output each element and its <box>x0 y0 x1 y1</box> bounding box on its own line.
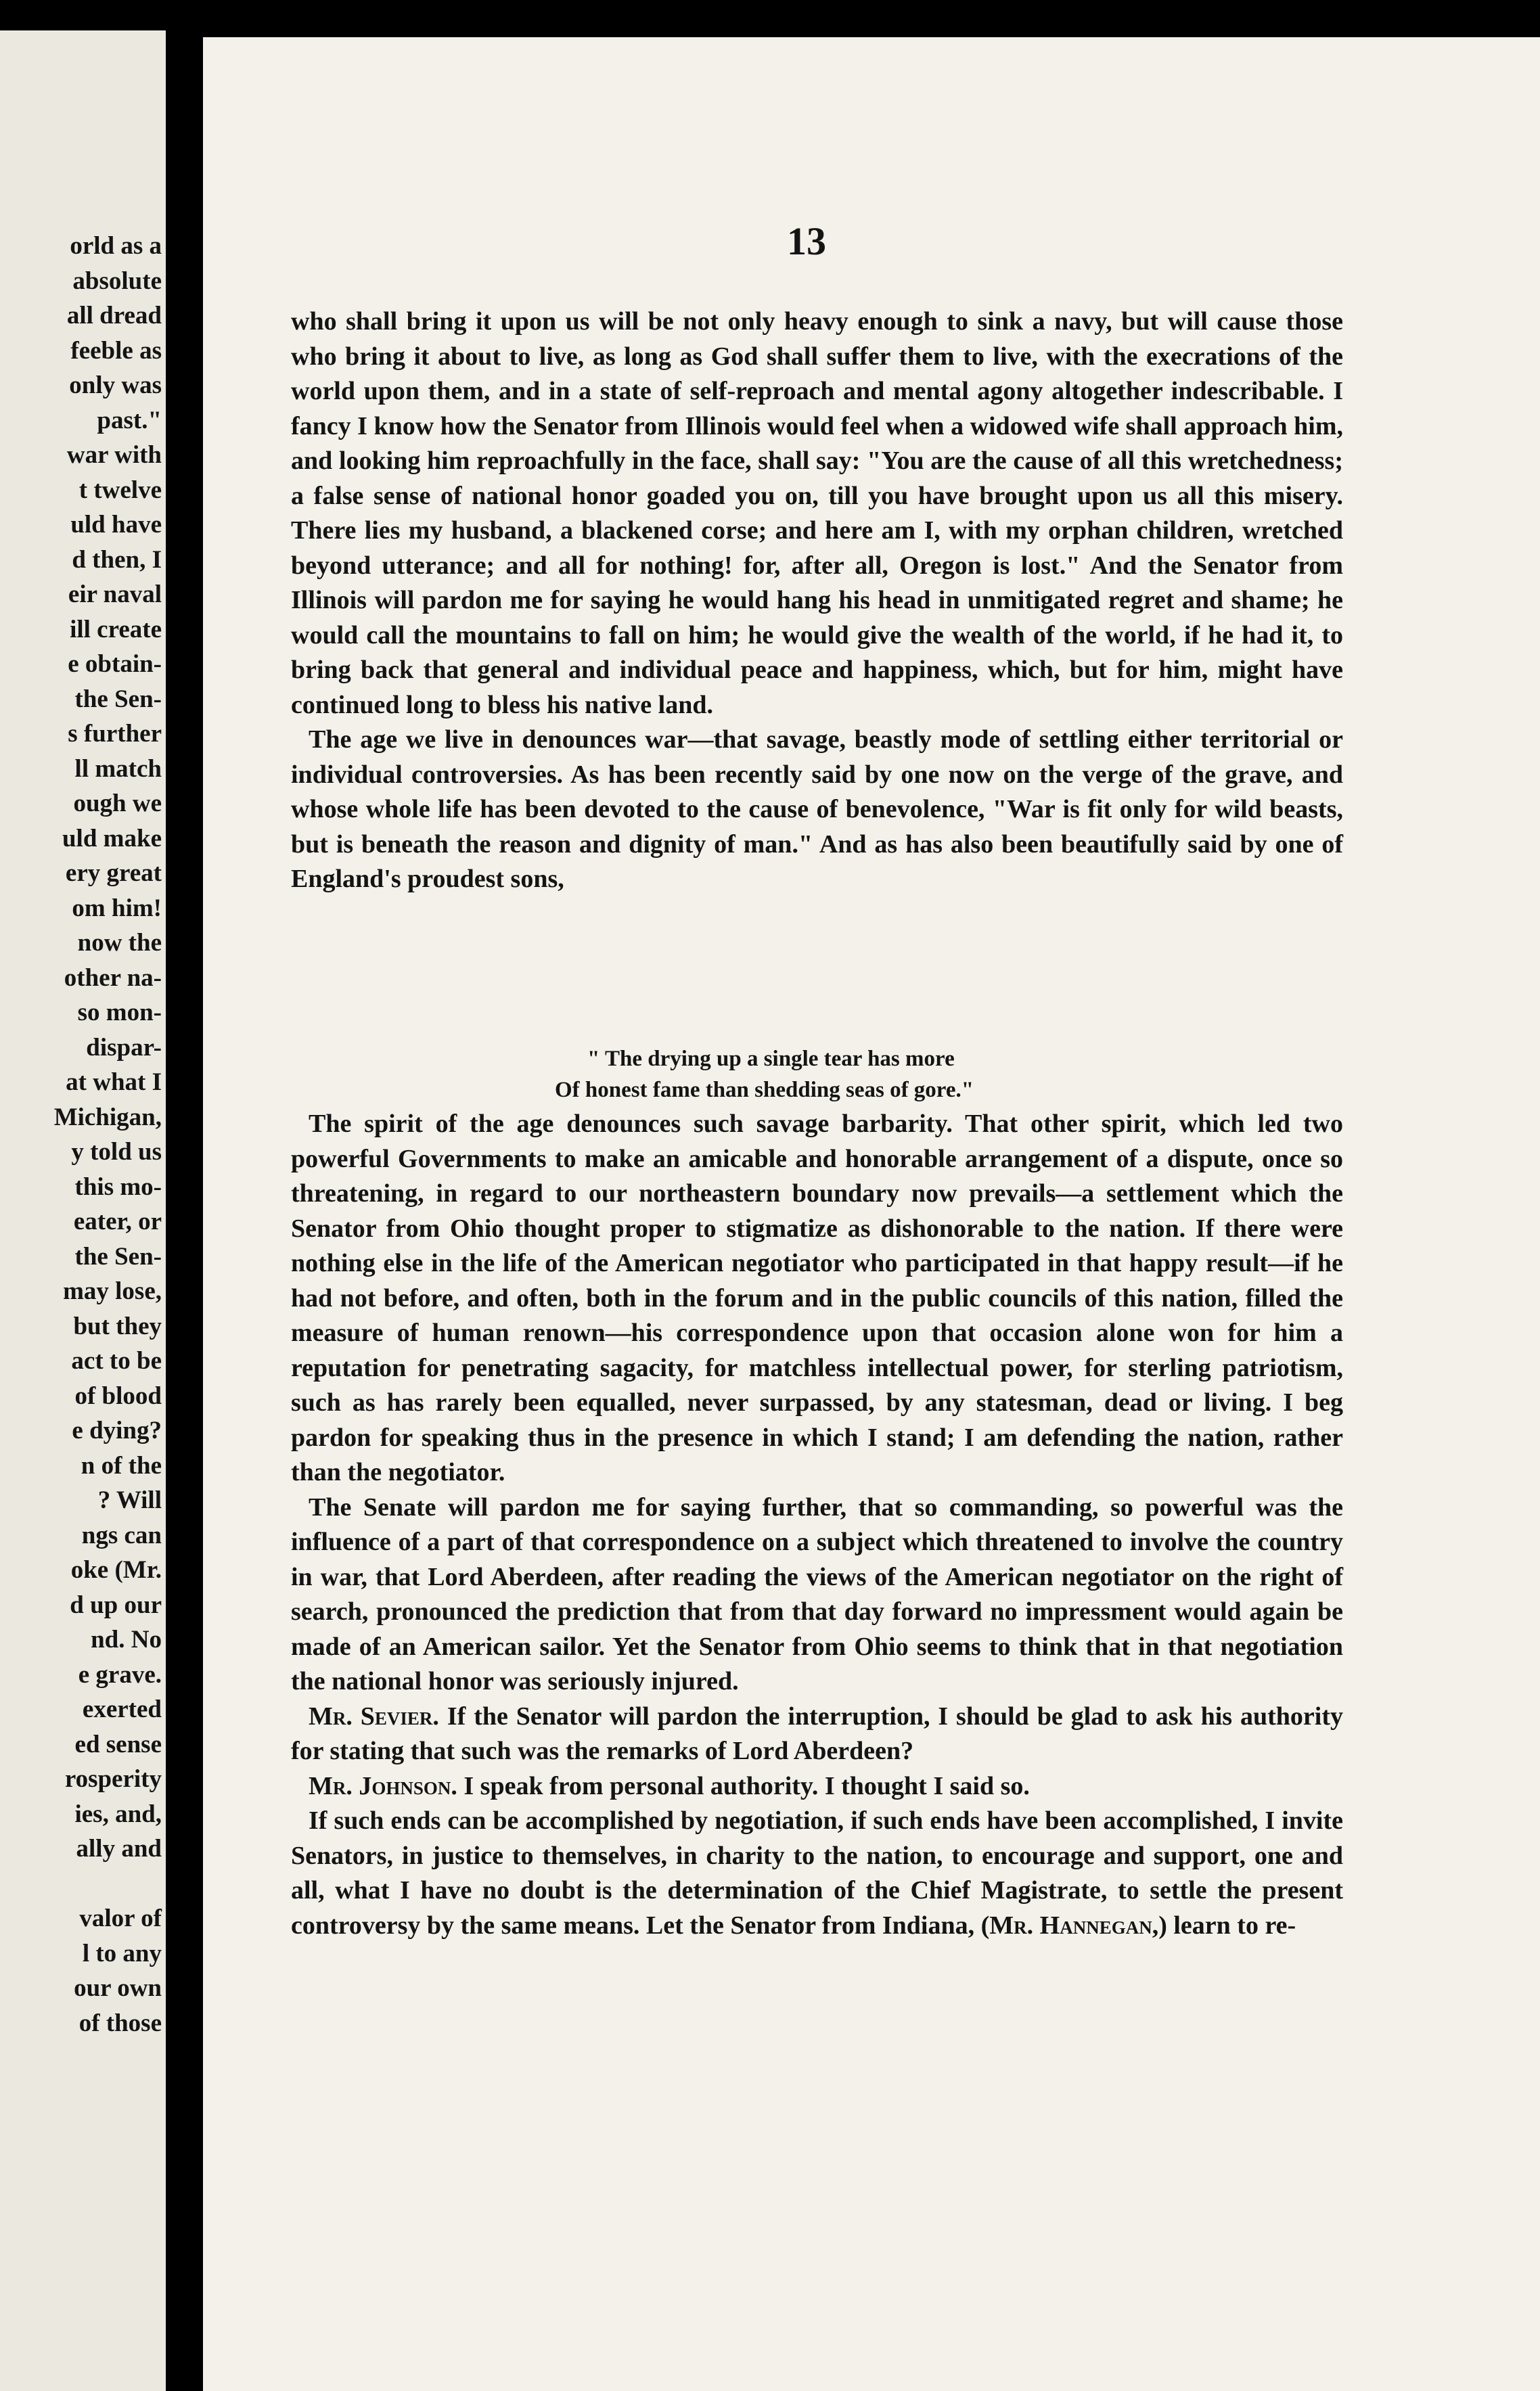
fragment-line: the Sen- <box>74 685 162 713</box>
fragment-line: orld as a <box>70 232 162 260</box>
fragment-line: d then, I <box>72 545 162 574</box>
speaker-name: Mr. Hannegan, <box>989 1911 1159 1940</box>
fragment-line: l to any <box>82 1939 162 1967</box>
facing-page-fragment <box>0 30 166 2391</box>
fragment-line: feeble as <box>70 336 162 365</box>
fragment-line: of blood <box>74 1382 162 1410</box>
page-number: 13 <box>787 219 826 263</box>
fragment-line: e dying? <box>72 1417 162 1444</box>
speech-text: If the Senator will pardon the interruption, I should be glad to ask his authority for stating that such was the remarks of Lord Aberdeen? <box>291 1702 1343 1765</box>
fragment-line: t twelve <box>78 476 162 504</box>
speaker-name: Mr. Johnson. <box>309 1771 457 1800</box>
fragment-line: our own <box>74 1974 162 2002</box>
fragment-line: eater, or <box>73 1208 162 1235</box>
body-text-bottom <box>291 1107 1343 1943</box>
fragment-line: only was <box>69 371 162 399</box>
speech-text: If such ends can be accomplished by negotiation, if such ends have been accomplished, I invite Senators, in justice to themselves, in charity to the nation, to encourage and support, one and all, what I have no doubt is the determination of the Chief Magistrate, to settle the present controversy by the same means. Let the Senator from Indiana, ( <box>291 1806 1343 1940</box>
speech-text: ) learn to re- <box>1158 1911 1296 1940</box>
fragment-line: rosperity <box>64 1765 162 1793</box>
fragment-line: s further <box>68 720 162 748</box>
fragment-line: ed sense <box>74 1730 162 1758</box>
quote-line: " The drying up a single tear has more <box>587 1047 955 1071</box>
fragment-line: of those <box>78 2009 162 2037</box>
fragment-line: e obtain- <box>68 650 162 678</box>
fragment-line: uld have <box>70 511 162 539</box>
dialogue-sevier <box>291 1700 1343 1769</box>
fragment-line: ngs can <box>81 1521 162 1549</box>
verse-quote <box>555 1043 1231 1106</box>
paragraph-final <box>291 1804 1343 1943</box>
fragment-line: now the <box>77 929 162 957</box>
speaker-name: Mr. Sevier. <box>309 1702 439 1731</box>
fragment-line: act to be <box>71 1347 162 1375</box>
fragment-line: eir naval <box>68 580 162 608</box>
speech-text: I speak from personal authority. I thought I said so. <box>457 1771 1030 1800</box>
paragraph: The age we live in denounces war—that savage, beastly mode of settling either territorial or individual controversies. As has been recently said by one now on the verge of the grave, and whose whole life has been devoted to the cause of benevolence, "War is fit only for wild beasts, but is beneath the reason and dignity of man." And as has also been beautifully said by one of England's proudest sons, <box>291 725 1343 893</box>
fragment-line: d up our <box>70 1591 162 1619</box>
dialogue-johnson <box>291 1769 1343 1804</box>
fragment-line: ill create <box>70 615 162 643</box>
fragment-line: ough we <box>73 790 162 817</box>
fragment-line: at what I <box>66 1068 162 1096</box>
fragment-line: this mo- <box>74 1172 162 1201</box>
fragment-line: Michigan, <box>53 1103 162 1131</box>
fragment-line: absolute <box>72 267 162 295</box>
fragment-line: valor of <box>79 1905 162 1932</box>
fragment-line: war with <box>66 441 162 469</box>
fragment-line: ies, and, <box>74 1800 162 1828</box>
fragment-line: y told us <box>71 1138 162 1166</box>
fragment-line: dispar- <box>86 1033 162 1062</box>
quote-line: Of honest fame than shedding seas of gore." <box>555 1078 974 1102</box>
fragment-line: ? Will <box>97 1486 162 1514</box>
paragraph: The Senate will pardon me for saying further, that so commanding, so powerful was the influence of a part of that correspondence on a subject which threatened to involve the country in war, that Lord Aberdeen, after reading the views of the American negotiator on the right of search, pronounced the prediction that from that day forward no impressment would again be made of an American sailor. Yet the Senator from Ohio seems to think that in that negotiation the national honor was seriously injured. <box>291 1493 1343 1695</box>
fragment-line: all dread <box>66 302 162 329</box>
fragment-line: past." <box>97 406 162 434</box>
fragment-line: but they <box>73 1312 162 1340</box>
fragment-line: n of the <box>81 1451 162 1480</box>
fragment-line: om him! <box>72 894 162 922</box>
fragment-line: oke (Mr. <box>70 1556 162 1584</box>
fragment-line: uld make <box>62 824 162 852</box>
fragment-line: ally and <box>76 1835 162 1863</box>
fragment-line: so mon- <box>77 999 162 1026</box>
fragment-line: ery great <box>65 859 162 887</box>
paragraph: The spirit of the age denounces such savage barbarity. That other spirit, which led two powerful Governments to make an amicable and honorable arrangement of a dispute, once so threatening, in regard to our northeastern boundary now prevails—a settlement which the Senator from Ohio thought proper to stigmatize as dishonorable to the nation. If there were nothing else in the life of the American negotiator who participated in that happy result—if he had not before, and often, both in the forum and in the public councils of this nation, filled the measure of human renown—his correspondence upon that occasion alone won for him a reputation for penetrating sagacity, for matchless intellectual power, for sterling patriotism, such as has rarely been equalled, never surpassed, by any statesman, dead or living. I beg pardon for speaking thus in the presence in which I stand; I am defending the nation, rather than the negotiator. <box>291 1110 1343 1486</box>
fragment-line: nd. No <box>91 1626 162 1654</box>
fragment-line: the Sen- <box>74 1242 162 1271</box>
fragment-line: other na- <box>64 963 162 992</box>
fragment-line: ll match <box>74 754 162 783</box>
body-text-top <box>291 304 1343 897</box>
fragment-line: exerted <box>82 1695 162 1723</box>
paragraph: who shall bring it upon us will be not only heavy enough to sink a navy, but will cause those who bring it about to live, as long as God shall suffer them to live, with the execrations of the world upon them, and in a state of self-reproach and mental agony altogether indescribable. I fancy I know how the Senator from Illinois would feel when a widowed wife shall approach him, and looking him reproachfully in the face, shall say: "You are the cause of all this wretchedness; a false sense of national honor goaded you on, till you have brought upon us all this misery. There lies my husband, a blackened corse; and here am I, with my orphan children, wretched beyond utterance; and all for nothing! for, after all, Oregon is lost." And the Senator from Illinois will pardon me for saying he would hang his head in unmitigated regret and shame; he would call the mountains to fall on him; he would give the wealth of the world, if he had it, to bring back that general and individual peace and happiness, which, but for him, might have continued long to bless his native land. <box>291 307 1343 719</box>
fragment-line: may lose, <box>63 1277 162 1305</box>
fragment-line: e grave. <box>78 1660 162 1689</box>
